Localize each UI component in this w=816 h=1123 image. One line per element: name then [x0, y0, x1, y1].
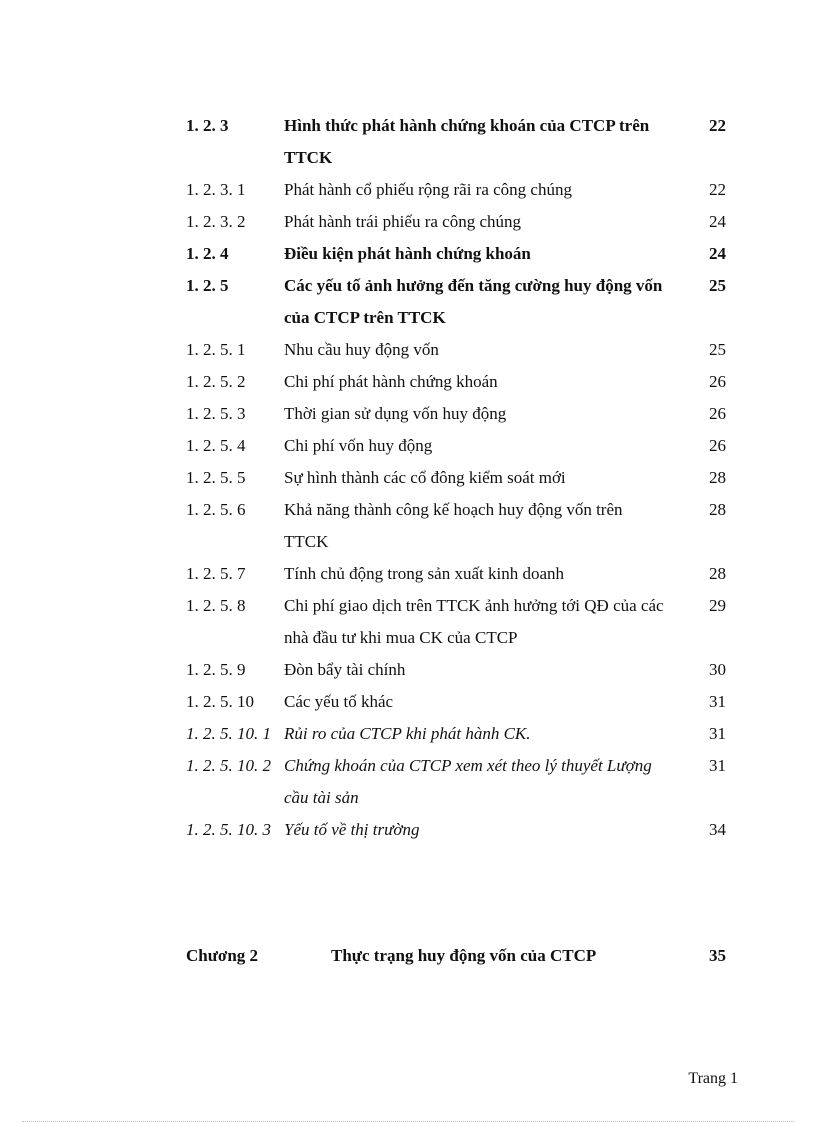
toc-entry [186, 750, 726, 814]
toc-entry [186, 398, 726, 430]
toc-entry-title: Khả năng thành công kế hoạch huy động vốn trên TTCK [284, 500, 623, 551]
toc-entry [186, 590, 726, 654]
toc-entry-number: 1. 2. 5. 7 [186, 564, 246, 583]
table-of-contents [186, 110, 726, 846]
toc-entry-title: Phát hành trái phiếu ra công chúng [284, 212, 521, 231]
chapter-label: Chương 2 [186, 946, 259, 965]
toc-entry-number: 1. 2. 3 [186, 116, 229, 135]
toc-entry-number: 1. 2. 5. 4 [186, 436, 246, 455]
toc-entry-page: 31 [709, 724, 726, 743]
toc-entry-number: 1. 2. 5. 1 [186, 340, 246, 359]
chapter-title: Thực trạng huy động vốn của CTCP [331, 946, 597, 965]
toc-entry-title: Các yếu tố khác [284, 692, 394, 711]
toc-entry [186, 366, 726, 398]
toc-entry [186, 174, 726, 206]
toc-entry [186, 430, 726, 462]
toc-entry-page: 22 [709, 116, 726, 135]
toc-entry-title: Rủi ro của CTCP khi phát hành CK. [284, 724, 531, 743]
toc-entry [186, 462, 726, 494]
toc-entry-number: 1. 2. 5. 3 [186, 404, 246, 423]
toc-entry [186, 718, 726, 750]
toc-entry-number: 1. 2. 5 [186, 276, 229, 295]
toc-entry-page: 28 [709, 468, 726, 487]
toc-entry-title: Nhu cầu huy động vốn [284, 340, 439, 359]
toc-entry-number: 1. 2. 5. 2 [186, 372, 246, 391]
toc-entry-page: 26 [709, 372, 726, 391]
toc-entry [186, 654, 726, 686]
toc-entry-title: Đòn bẩy tài chính [284, 660, 406, 679]
toc-entry-number: 1. 2. 5. 9 [186, 660, 246, 679]
toc-entry-page: 22 [709, 180, 726, 199]
toc-entry-page: 31 [709, 692, 726, 711]
toc-entry-page: 31 [709, 756, 726, 775]
toc-entry-title: Phát hành cổ phiếu rộng rãi ra công chúng [284, 180, 572, 199]
toc-entry [186, 494, 726, 558]
toc-entry-page: 28 [709, 564, 726, 583]
toc-entry-page: 30 [709, 660, 726, 679]
toc-entry-title: Chi phí vốn huy động [284, 436, 433, 455]
toc-entry-title: Chứng khoán của CTCP xem xét theo lý thuyết Lượng cầu tài sản [284, 756, 652, 807]
toc-entry-number: 1. 2. 5. 10. 3 [186, 820, 271, 839]
toc-entry-number: 1. 2. 5. 8 [186, 596, 246, 615]
toc-entry-page: 25 [709, 276, 726, 295]
toc-entry-title: Sự hình thành các cổ đông kiểm soát mới [284, 468, 566, 487]
toc-entry-title: Tính chủ động trong sản xuất kinh doanh [284, 564, 564, 583]
toc-entry-page: 26 [709, 436, 726, 455]
toc-entry-number: 1. 2. 3. 2 [186, 212, 246, 231]
page-footer: Trang 1 [688, 1070, 738, 1087]
toc-entry-page: 34 [709, 820, 726, 839]
chapter-page-number: 35 [709, 946, 726, 965]
toc-entry-page: 24 [709, 212, 726, 231]
toc-entry [186, 334, 726, 366]
toc-entry-number: 1. 2. 4 [186, 244, 229, 263]
toc-entry-number: 1. 2. 5. 10. 1 [186, 724, 271, 743]
toc-entry-number: 1. 2. 5. 10 [186, 692, 254, 711]
toc-entry-page: 28 [709, 500, 726, 519]
toc-entry [186, 238, 726, 270]
footer-divider [22, 1121, 794, 1122]
toc-entry-page: 29 [709, 596, 726, 615]
toc-entry-number: 1. 2. 5. 6 [186, 500, 246, 519]
toc-entry [186, 206, 726, 238]
toc-entry-page: 26 [709, 404, 726, 423]
chapter-entry [186, 940, 726, 972]
toc-entry-number: 1. 2. 5. 5 [186, 468, 246, 487]
toc-entry-title: Yếu tố về thị trường [284, 820, 420, 839]
toc-entry [186, 110, 726, 174]
toc-entry-title: Chi phí phát hành chứng khoán [284, 372, 498, 391]
toc-entry [186, 558, 726, 590]
toc-entry-title: Hình thức phát hành chứng khoán của CTCP trên TTCK [284, 116, 650, 167]
toc-entry-page: 24 [709, 244, 726, 263]
toc-entry [186, 814, 726, 846]
toc-entry [186, 686, 726, 718]
toc-entry-title: Các yếu tố ảnh hưởng đến tăng cường huy động vốn của CTCP trên TTCK [284, 276, 663, 327]
toc-entry [186, 270, 726, 334]
toc-entry-number: 1. 2. 5. 10. 2 [186, 756, 271, 775]
toc-entry-title: Thời gian sử dụng vốn huy động [284, 404, 507, 423]
toc-entry-page: 25 [709, 340, 726, 359]
toc-entry-number: 1. 2. 3. 1 [186, 180, 246, 199]
toc-entry-title: Chi phí giao dịch trên TTCK ảnh hưởng tới QĐ của các nhà đầu tư khi mua CK của CTCP [284, 596, 664, 647]
toc-entry-title: Điều kiện phát hành chứng khoán [284, 244, 531, 263]
